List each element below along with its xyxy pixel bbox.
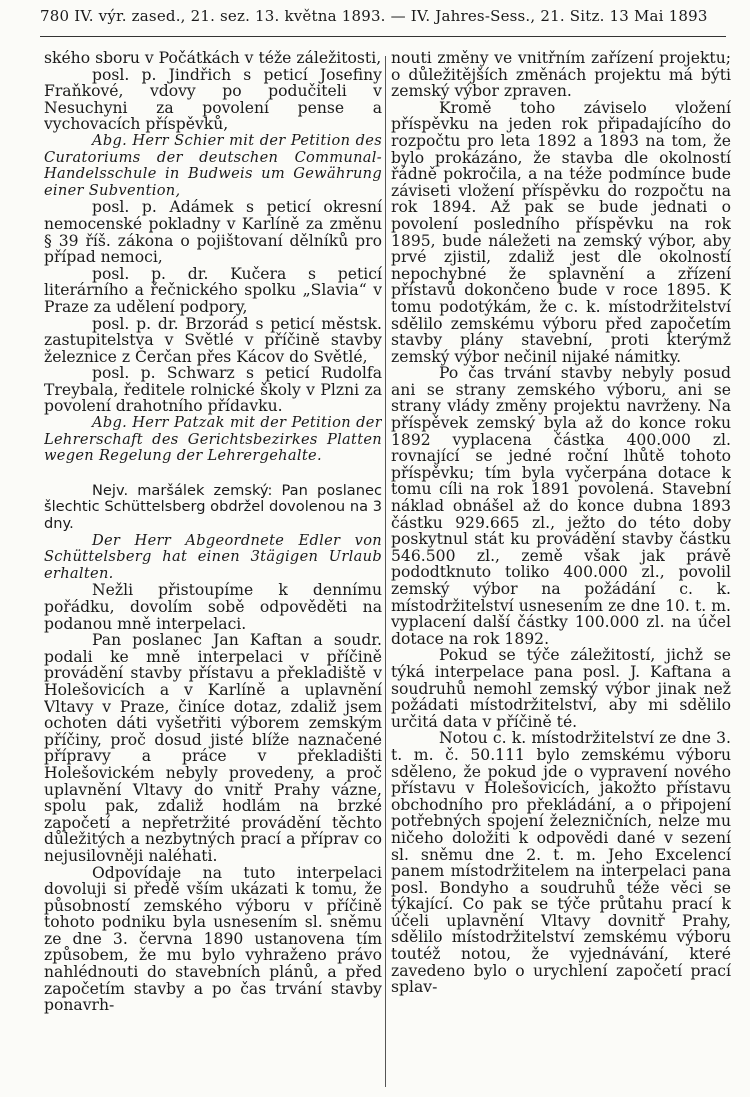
paragraph: posl. p. Jindřich s peticí Josefiny Fraňkové, vdovy po podučiteli v Nesuchyni za povolení pense a vychovacích příspěvků, — [44, 65, 382, 134]
paragraph-german: Abg. Herr Schier mit der Petition des Curatoriums der deutschen Communal-Handelsschule in Budweis um Gewährung einer Subvention, — [44, 131, 382, 199]
speaker-paragraph: Nejv. maršálek zemský: Pan poslanec šlechtic Schüttelsberg obdržel dovolenou na 3 dny. — [44, 481, 382, 533]
paragraph-german: Der Herr Abgeordnete Edler von Schüttelsberg hat einen 3tägigen Urlaub erhalten. — [44, 531, 382, 582]
paragraph: Pan poslanec Jan Kaftan a soudr. podali ke mně interpelaci v příčině provádění stavby přístavu a překladiště v Holešovicích a v Karlíně a uplavnění Vltavy v Praze, činíce dotaz, zdaliž jsem ochoten dáti vyšetřiti výborem zemským příčiny, proč dosud jisté blíže naznačené přípravy a práce v překladišti Holešovickém nebyly provedeny, a proč uplavnění Vltavy do vnitř Prahy vázne, spolu pak, zdaliž hodlám na brzké započetí a nepřetržité provádění těchto důležitých a nezbytných prací a příprav co nejusilovněji naléhati. — [44, 631, 382, 865]
paragraph: Pokud se týče záležitostí, jichž se týká interpelace pana posl. J. Kaftana a soudruhů nemohl zemský výbor jinak než požádati místodržitelství, aby mi sdělilo určitá data v příčině té. — [391, 646, 731, 731]
page-number: 780 — [40, 7, 70, 25]
column-divider — [385, 56, 386, 1087]
paragraph: posl. p. Schwarz s peticí Rudolfa Treybala, ředitele rolnické školy v Plzni za povolení drahotního přídavku. — [44, 364, 382, 416]
paragraph: Po čas trvání stavby nebyly posud ani se strany zemského výboru, ani se strany vlády změny projektu navrženy. Na příspěvek zemský byla až do konce roku 1892 vyplacena částka 400.000 zl. rovnající se jedné roční lhůtě tohoto příspěvku; tím byla vyčerpána dotace k tomu cíli na rok 1891 povolená. Stavební náklad obnášel až do konce dubna 1893 částku 929.665 zl., ježto do této doby poskytnul stát ku provádění stavby částku 546.500 zl., země však jak právě pododtknuto toliko 400.000 zl., povolil zemský výbor na požádání c. k. místodržitelství usnesením ze dne 10. t. m. vyplacení další částky 100.000 zl. na účel dotace na rok 1892. — [391, 364, 731, 648]
left-column — [44, 50, 382, 1087]
right-column — [391, 50, 731, 1087]
paragraph: Nežli přistoupíme k dennímu pořádku, dovolím sobě odpověděti na podanou mně interpelaci. — [44, 581, 382, 633]
page-header — [40, 7, 722, 29]
paragraph-german: Abg. Herr Patzak mit der Petition der Lehrerschaft des Gerichtsbezirkes Platten wegen Regelung der Lehrergehalte. — [44, 414, 382, 465]
paragraph: posl. p. dr. Kučera s peticí literárního a řečnického spolku „Slavia“ v Praze za udělení podpory, — [44, 264, 382, 316]
paragraph: Kromě toho záviselo vložení příspěvku na jeden rok připadajícího do rozpočtu pro leta 1892 a 1893 na tom, že bylo prokázáno, že stavba dle okolností řádně pokročila, a na téže podmínce bude záviseti vložení příspěvku do rozpočtu na rok 1894. Až pak se bude jednati o povolení posledního příspěvku na rok 1895, bude náležeti na zemský výbor, aby prvé zjistil, zdaliž jest dle okolností nepochybné že splavnění a zřízení přístavů dokončeno bude v roce 1895. K tomu podotýkám, že c. k. místodržitelství sdělilo zemskému výboru před započetím stavby plány stavební, proti kterýmž zemský výbor nečinil nijaké námitky. — [391, 98, 731, 366]
spacer — [44, 465, 382, 483]
paragraph: posl. p. Adámek s peticí okresní nemocenské pokladny v Karlíně za změnu § 39 říš. zákona o pojištovaní dělníků pro případ nemoci, — [44, 198, 382, 267]
paragraph: nouti změny ve vnitřním zařízení projektu; o důležitějších změnách projektu má býti zemský výbor zpraven. — [391, 50, 731, 101]
paragraph: posl. p. dr. Brzorád s peticí městsk. zastupitelstva v Světlé v příčině stavby železnice z Čerčan přes Kácov do Světlé, — [44, 314, 382, 366]
paragraph: Odpovídaje na tuto interpelaci dovoluji si předě vším ukázati k tomu, že působností zemského výboru v příčině tohoto podniku byla usnesením sl. sněmu ze dne 3. června 1890 ustanovena tím způsobem, že mu bylo vyhraženo právo nahlédnouti do stavebních plánů, a před započetím stavby a po čas trvání stavby ponavrh- — [44, 863, 382, 1015]
header-text: IV. výr. zased., 21. sez. 13. května 1893. — IV. Jahres-Sess., 21. Sitz. 13 Mai 1893 — [74, 7, 708, 25]
paragraph: ského sboru v Počátkách v téže záležitosti, — [44, 50, 382, 67]
paragraph: Notou c. k. místodržitelství ze dne 3. t. m. č. 50.111 bylo zemskému výboru sděleno, že pokud jde o vypravení nového přístavu v Holešovicích, jakožto přístavu obchodního pro překládání, a o připojení potřebných spojení železničních, nelze mu ničeho doložiti k odpovědi dané v sezení sl. sněmu dne 2. t. m. Jeho Excelencí panem místodržitelem na interpelaci pana posl. Bondyho a soudruhů téže věci se týkající. Co pak se týče průtahu prací k účeli uplavnění Vltavy dovnitř Prahy, sdělilo místodržitelství zemskému výboru toutéž notou, že vyjednávání, které zavedeno bylo o urychlení započetí prací splav- — [391, 729, 731, 997]
header-rule — [40, 36, 726, 37]
